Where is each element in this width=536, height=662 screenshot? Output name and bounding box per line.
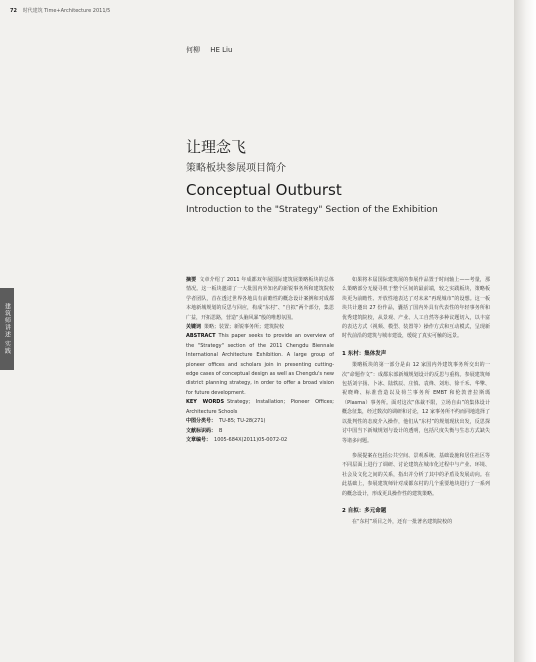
body-column (342, 276, 490, 528)
keywords-cn (186, 323, 334, 332)
article-number-line (186, 436, 334, 445)
abstract-en-label: ABSTRACT (186, 333, 216, 340)
page-number: 72 (10, 8, 17, 14)
classification-label: 中图分类号： (186, 418, 217, 425)
keywords-en-text: Strategy; Installation; Pioneer Offices; Architecture Schools (186, 399, 334, 415)
doc-code-value: B (219, 427, 223, 434)
section-2-paragraph-1: 在“东村”项目之外，还有一批著名建筑院校的 (352, 519, 453, 526)
side-tab-label: 建筑师讲述 实践 (3, 303, 11, 355)
abstract-cn (186, 276, 334, 323)
classification-value: TU-85; TU-28(271) (219, 418, 266, 425)
running-header (10, 7, 110, 14)
classification-line (186, 417, 334, 426)
doc-code-label: 文献标识码： (186, 427, 217, 434)
article-title-cn: 让理念飞 (186, 138, 247, 156)
section-2-heading: 2 自拟：多元命题 (342, 507, 387, 514)
author-line (186, 45, 232, 55)
keywords-cn-text: 策略；装置；新锐事务所；建筑院校 (204, 324, 285, 331)
section-1-paragraph-1: 策略板块的第一部分是由 12 家国内外建筑事务所交出的一次“命题作文”：成都东部新城规划设计的反思与重构。参展建筑师包括刘宇扬、卜冰、陆轶辰、庄慎、袁烽、刘珩、徐千禾、华擎、祝晓峰、标准营造以及荷兰事务所 EMBT 和伦敦普拉斯瑪（Plasma）事务所。面对这次“体裁不限，立场自由”的集体设计概念征集，经过数次的调研和讨论，12 家事务所不约而同地选择了以批判性的态度介入操作，他们从“东村”的规划现状出发，反思探讨中国当下新城规划与设计的透明，包括尺度失衡与生态方式缺失等诸多问题。 (342, 362, 490, 444)
journal-name: 时代建筑 Time+Architecture 2011/5 (22, 8, 111, 14)
article-number-label: 文章编号： (186, 436, 212, 443)
article-title-en: Conceptual Outburst (186, 181, 342, 199)
doc-code-line (186, 427, 334, 436)
author-name-en: HE Liu (210, 46, 233, 54)
abstract-cn-text: 文章介绍了 2011 年成都双年展国际建筑展策略板块的总体情况。这一板块邀请了一大批国内外知名的新锐事务所和建筑院校学者团队，首在透过世界各地具有前瞻性的概念设计案例和对成都本地新城规划的反思与回应，构成“东村”、“自拟”两个部分，集思广益，开拓思路，营造“头脑风暴”般的唯想氛围。 (186, 277, 334, 321)
keywords-en (186, 398, 334, 417)
article-number-value: 1005-684X(2011)05-0072-02 (214, 436, 288, 443)
keywords-en-label: KEY WORDS (186, 399, 225, 406)
section-side-tab (0, 288, 14, 370)
intro-paragraph: 如果将本届国际建筑展的参展作品置于时间轴上——考量，那么策略部分无疑寻机于整个区间的最前端，较之实践板块，策略板块更为前瞻性、开放性地表达了对未来“再现城市”的设想。这一板块共计邀出 27 份作品，囊括了国内外具有代表性的年轻事务所和优秀建筑院校，从景观、产业、人工自然等多种议题切入，以丰富的表达方式（视频、模型、装置等）操作方式和互动模式，呈现新时代前沿的建筑与城市建设，缓绽了真实可触的远景。 (342, 277, 490, 340)
abstract-cn-label: 摘要 (186, 277, 197, 283)
article-subtitle-en: Introduction to the "Strategy" Section of the Exhibition (186, 204, 438, 215)
section-1-paragraph-2: 参展提案在包括公共空间、景观系统、基础设施和居住社区等不同层面上进行了调研、讨论建筑在城市化过程中与产业、环境、社会及文化之间的关系，指出并分析了其中的矛盾及发展动向。在此基础上，参展建筑师针对成都东村的几个重要地块进行了一系列的概念设计，形成更具操作性的建筑策略。 (342, 452, 490, 497)
author-name-cn: 何柳 (186, 46, 200, 54)
keywords-cn-label: 关键词 (186, 324, 202, 331)
section-1-heading: 1 东村：集体发声 (342, 350, 387, 357)
abstract-en (186, 332, 334, 398)
article-subtitle-cn: 策略板块参展项目简介 (186, 163, 286, 174)
abstract-en-text: This paper seeks to provide an overview of the "Strategy" section of the 2011 Chengdu Biennale International Architecture Exhibition. A large group of pioneer offices and scholars join in presenting cutting-edge cases of conceptual design as well as Chengdu's new district planning strategy, in order to offer a broad vision for future development. (186, 333, 334, 396)
abstract-column (186, 276, 334, 445)
book-spine-shadow (514, 0, 536, 662)
